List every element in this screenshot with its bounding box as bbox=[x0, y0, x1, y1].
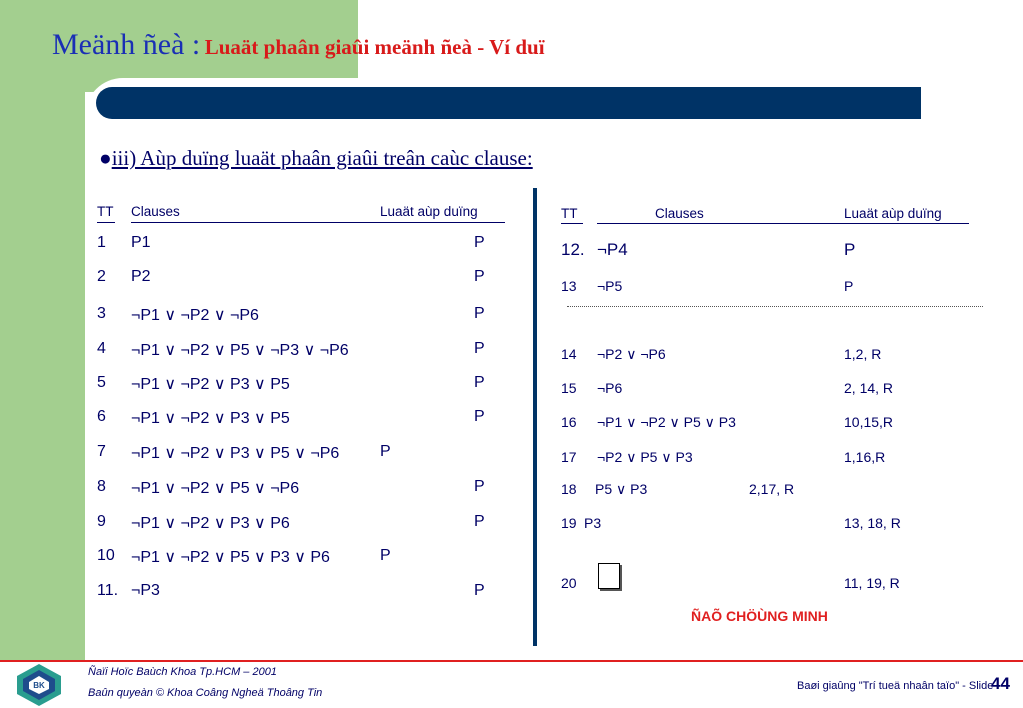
footer-copyright: Baûn quyeàn © Khoa Coâng Ngheä Thoâng Tin bbox=[88, 687, 323, 699]
right-row-14-tt: 14 bbox=[561, 346, 577, 362]
right-row-13-tt: 13 bbox=[561, 278, 577, 294]
bullet-icon: ● bbox=[99, 146, 112, 170]
left-row-4-rule: P bbox=[474, 340, 485, 357]
left-row-10-rule: P bbox=[380, 547, 391, 564]
right-row-15-clause: ¬P6 bbox=[597, 380, 623, 396]
left-row-2-rule: P bbox=[474, 268, 485, 285]
left-row-3-rule: P bbox=[474, 305, 485, 322]
logo-text: BK bbox=[33, 681, 45, 690]
left-row-6-clause: ¬P1 ∨ ¬P2 ∨ P3 ∨ P5 bbox=[131, 410, 290, 427]
left-row-11-clause: ¬P3 bbox=[131, 582, 160, 599]
left-row-1-tt: 1 bbox=[97, 234, 106, 251]
right-row-18-rule: 2,17, R bbox=[749, 481, 795, 497]
right-row-16-rule: 10,15,R bbox=[844, 414, 894, 430]
right-header-clauses: Clauses bbox=[655, 206, 704, 221]
right-row-16-tt: 16 bbox=[561, 414, 577, 430]
slide-title-sub: Luaät phaân giaûi meänh ñeà - Ví duï bbox=[204, 35, 545, 59]
left-header-tt: TT bbox=[97, 204, 114, 219]
right-row-15-tt: 15 bbox=[561, 380, 577, 396]
column-divider bbox=[533, 188, 537, 646]
left-header-clauses: Clauses bbox=[131, 204, 180, 219]
left-row-9-rule: P bbox=[474, 513, 485, 530]
left-row-7-rule: P bbox=[380, 443, 391, 460]
left-row-8-rule: P bbox=[474, 478, 485, 495]
left-row-11-rule: P bbox=[474, 582, 485, 599]
left-row-9-tt: 9 bbox=[97, 513, 106, 530]
right-row-12-rule: P bbox=[844, 240, 856, 259]
right-row-20-rule: 11, 19, R bbox=[844, 575, 900, 591]
left-row-9-clause: ¬P1 ∨ ¬P2 ∨ P3 ∨ P6 bbox=[131, 515, 290, 532]
page-number: 44 bbox=[991, 674, 1010, 693]
university-logo-icon bbox=[14, 663, 64, 707]
footer-rule bbox=[0, 660, 1023, 662]
left-row-4-clause: ¬P1 ∨ ¬P2 ∨ P5 ∨ ¬P3 ∨ ¬P6 bbox=[131, 342, 349, 359]
left-header-underline-tt bbox=[97, 222, 115, 223]
left-row-10-tt: 10 bbox=[97, 547, 115, 564]
right-row-18-clause: P5 ∨ P3 bbox=[595, 481, 648, 497]
left-row-2-clause: P2 bbox=[131, 268, 151, 285]
right-header-tt: TT bbox=[561, 206, 578, 221]
left-row-3-clause: ¬P1 ∨ ¬P2 ∨ ¬P6 bbox=[131, 307, 259, 324]
right-header-rule: Luaät aùp duïng bbox=[844, 206, 942, 221]
right-row-13-clause: ¬P5 bbox=[597, 278, 623, 294]
left-green-band bbox=[0, 0, 85, 660]
right-row-18-tt: 18 bbox=[561, 481, 577, 497]
empty-clause-box-icon bbox=[598, 563, 620, 589]
slide-title bbox=[52, 28, 545, 62]
right-row-13-rule: P bbox=[844, 278, 854, 294]
section-heading-text: iii) Aùp duïng luaät phaân giaûi treân caùc clause: bbox=[111, 146, 533, 170]
slide-title-main: Meänh ñeà : bbox=[52, 28, 201, 61]
left-row-8-clause: ¬P1 ∨ ¬P2 ∨ P5 ∨ ¬P6 bbox=[131, 480, 300, 497]
right-header-underline bbox=[597, 223, 969, 224]
right-row-17-tt: 17 bbox=[561, 449, 577, 465]
right-row-12-clause: ¬P4 bbox=[597, 240, 628, 259]
right-row-15-rule: 2, 14, R bbox=[844, 380, 894, 396]
dotted-separator bbox=[567, 306, 983, 307]
left-row-7-clause: ¬P1 ∨ ¬P2 ∨ P3 ∨ P5 ∨ ¬P6 bbox=[131, 445, 340, 462]
left-row-5-clause: ¬P1 ∨ ¬P2 ∨ P3 ∨ P5 bbox=[131, 376, 290, 393]
left-row-6-rule: P bbox=[474, 408, 485, 425]
right-row-19-tt: 19 bbox=[561, 515, 577, 531]
left-row-1-rule: P bbox=[474, 234, 485, 251]
left-row-4-tt: 4 bbox=[97, 340, 106, 357]
right-row-14-clause: ¬P2 ∨ ¬P6 bbox=[597, 346, 666, 362]
left-header-underline bbox=[131, 222, 505, 223]
right-row-19-clause: P3 bbox=[584, 515, 602, 531]
right-row-20-tt: 20 bbox=[561, 575, 577, 591]
left-header-rule: Luaät aùp duïng bbox=[380, 204, 478, 219]
footer-university: Ñaïi Hoïc Baùch Khoa Tp.HCM – 2001 bbox=[88, 666, 277, 678]
right-row-12-tt: 12. bbox=[561, 240, 585, 259]
section-heading bbox=[99, 146, 533, 171]
right-row-14-rule: 1,2, R bbox=[844, 346, 882, 362]
left-row-10-clause: ¬P1 ∨ ¬P2 ∨ P5 ∨ P3 ∨ P6 bbox=[131, 549, 330, 566]
proof-label: ÑAÕ CHÖÙNG MINH bbox=[691, 608, 828, 624]
left-row-11-tt: 11. bbox=[97, 582, 119, 599]
left-row-7-tt: 7 bbox=[97, 443, 106, 460]
left-row-5-tt: 5 bbox=[97, 374, 106, 391]
header-bar bbox=[96, 87, 921, 119]
right-row-17-rule: 1,16,R bbox=[844, 449, 886, 465]
left-row-5-rule: P bbox=[474, 374, 485, 391]
right-row-19-rule: 13, 18, R bbox=[844, 515, 901, 531]
right-header-underline-tt bbox=[561, 223, 583, 224]
left-row-6-tt: 6 bbox=[97, 408, 106, 425]
footer-slide-label: Baøi giaûng "Trí tueä nhaân taïo" - Slide bbox=[797, 680, 994, 692]
left-row-3-tt: 3 bbox=[97, 305, 106, 322]
left-row-2-tt: 2 bbox=[97, 268, 106, 285]
right-row-16-clause: ¬P1 ∨ ¬P2 ∨ P5 ∨ P3 bbox=[597, 414, 736, 430]
left-row-1-clause: P1 bbox=[131, 234, 151, 251]
right-row-17-clause: ¬P2 ∨ P5 ∨ P3 bbox=[597, 449, 693, 465]
left-row-8-tt: 8 bbox=[97, 478, 106, 495]
